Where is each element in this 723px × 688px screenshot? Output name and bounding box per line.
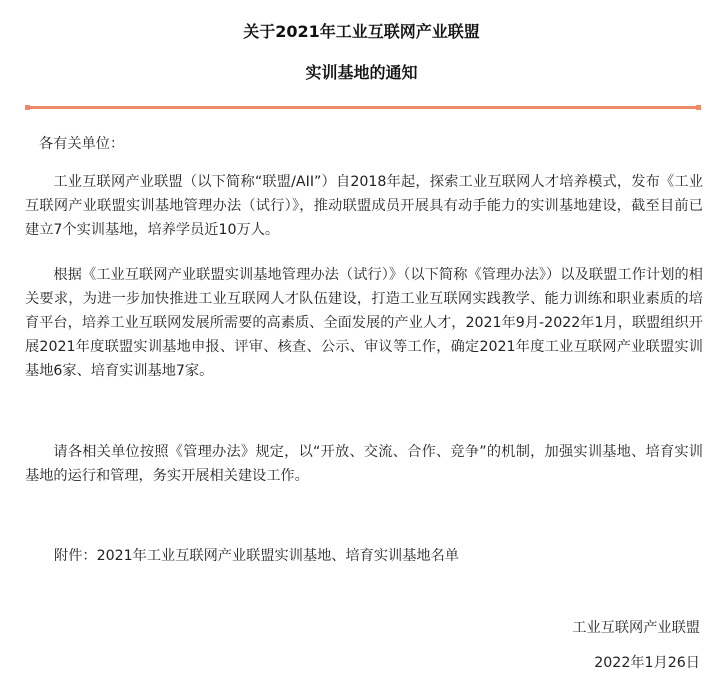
document-title-line-2: 实训基地的通知 [305,63,418,82]
body-paragraph-3: 请各相关单位按照《管理办法》规定，以“开放、交流、合作、竞争”的机制，加强实训基地、培育实训基地的运行和管理，务实开展相关建设工作。 [25,444,703,484]
document-title-line-1: 关于2021年工业互联网产业联盟 [243,22,480,41]
title-divider [27,106,699,109]
divider-end-marker-right [696,105,701,110]
attachment-note: 附件：2021年工业互联网产业联盟实训基地、培育实训基地名单 [54,548,459,564]
signature-date: 2022年1月26日 [594,655,700,671]
signature-organization: 工业互联网产业联盟 [572,620,700,636]
body-paragraph-1: 工业互联网产业联盟（以下简称“联盟/AII”）自2018年起，探索工业互联网人才培养模式，发布《工业互联网产业联盟实训基地管理办法（试行）》，推动联盟成员开展具有动手能力的实训基地建设，截至目前已建立7个实训基地，培养学员近10万人。 [25,174,703,238]
body-paragraph-2: 根据《工业互联网产业联盟实训基地管理办法（试行）》（以下简称《管理办法》）以及联盟工作计划的相关要求，为进一步加快推进工业互联网人才队伍建设，打造工业互联网实践教学、能力训练和职业素质的培育平台，培养工业互联网发展所需要的高素质、全面发展的产业人才，2021年9月-2022年1月，联盟组织开展2021年度联盟实训基地申报、评审、核查、公示、审议等工作，确定2021年度工业互联网产业联盟实训基地6家、培育实训基地7家。 [25,267,703,379]
divider-end-marker-left [25,105,30,110]
salutation: 各有关单位： [39,136,125,152]
